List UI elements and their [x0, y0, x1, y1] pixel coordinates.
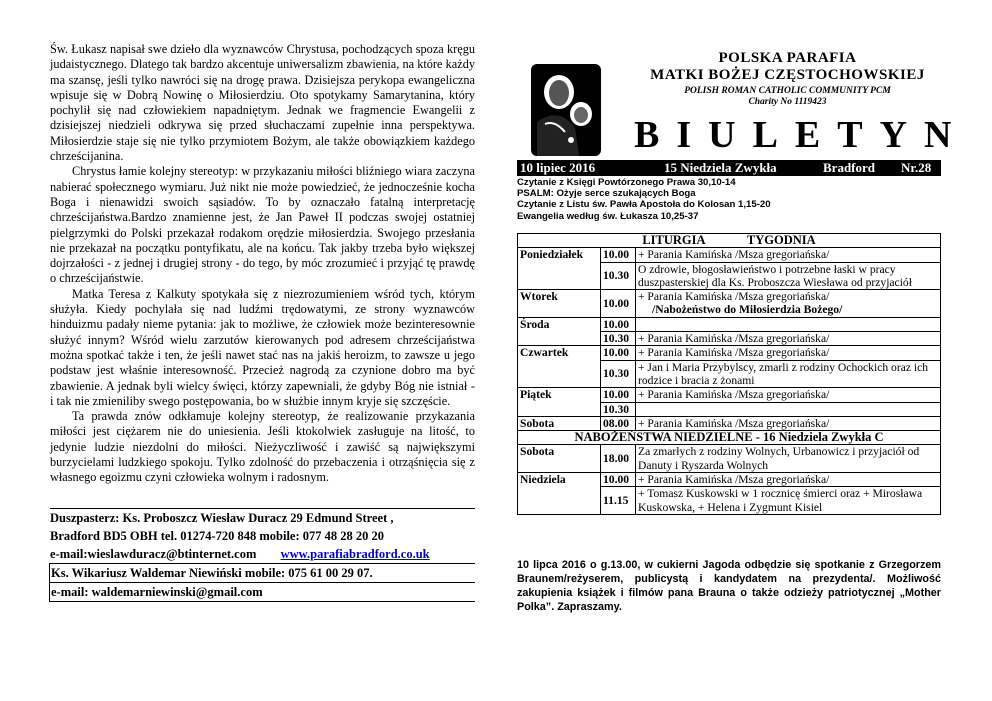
gospel: Ewangelia według św. Łukasza 10,25-37 [517, 210, 699, 222]
announcement: 10 lipca 2016 o g.13.00, w cukierni Jagoda odbędzie się spotkanie z Grzegorzem Braunem/reżyserem, publicystą i kandydatem na prezydenta/. Możliwość zakupienia książek i filmów pana Brauna o także odzieży patriotycznej „Mother Polka”. Zapraszamy. [517, 559, 941, 613]
table-row: Sobota 18.00 Za zmarłych z rodziny Wolnych, Urbanowicz i przyjaciół od Danuty i Ryszarda Wolnych [518, 445, 941, 473]
table-row: 10.30 O zdrowie, błogosławieństwo i potrzebne łaski w pracy duszpasterskiej dla Ks. Proboszcza Wiesława od przyjaciół [518, 262, 941, 290]
table-row: 10.30 + Parania Kamińska /Msza gregoriańska/ [518, 332, 941, 346]
table-row: 11.15 + Tomasz Kuskowski w 1 rocznicę śmierci oraz + Mirosława Kuskowska, + Helena i Zygmunt Kisiel [518, 487, 941, 515]
table-row: Środa 10.00 [518, 317, 941, 331]
paragraph: Matka Teresa z Kalkuty spotykała się z niezrozumieniem wśród tych, którym służyła. Kiedy pochylała się nad ludźmi trędowatymi, ze strony wyznawców hinduizmu padały nieme pytania: jak to możliwe, że człowiek może bezinteresownie służyć innym? Wśród wielu zarzutów kierowanych pod adresem chrześcijaństwa można spotkać także i ten, że jeśli nawet stać nas na jakiś heroizm, to zawsze u jego podstaw jest właśnie interesowność. Przecież nagrodą za czynione dobro ma być zbawienie. A jednak byli wielcy święci, którzy zapewniali, że gdyby Bóg nie istniał - i tak nie zmieniliby swego postępowania, bo w służbie innym kryje się szczęście. [50, 286, 475, 408]
liturgy-head: LITURGIA TYGODNIA [518, 234, 941, 248]
issue-bar [517, 160, 941, 176]
parish-name: POLSKA PARAFIA MATKI BOŻEJ CZĘSTOCHOWSKIEJ [650, 50, 925, 83]
address-line: Bradford BD5 OBH tel. 01274-720 848 mobile: 077 48 28 20 20 [50, 529, 385, 543]
contact-box [50, 508, 475, 602]
liturgy-table [517, 233, 941, 515]
vicar-line: Ks. Wikariusz Waldemar Niewiński mobile: 075 61 00 29 07. [49, 563, 475, 583]
table-row: 10.30 + Jan i Maria Przybylscy, zmarli z rodziny Ochockich oraz ich rodzice i bracia z żonami [518, 360, 941, 388]
issue-sunday: 15 Niedziela Zwykła [664, 160, 777, 175]
table-row: Sobota 08.00 + Parania Kamińska /Msza gregoriańska/ [518, 416, 941, 430]
table-row: Niedziela 10.00 + Parania Kamińska /Msza gregoriańska/ [518, 473, 941, 487]
table-row: Piątek 10.00 + Parania Kamińska /Msza gregoriańska/ [518, 388, 941, 402]
psalm: PSALM: Ożyje serce szukających Boga [517, 188, 696, 200]
paragraph: Św. Łukasz napisał swe dzieło dla wyznawców Chrystusa, pochodzących spoza kręgu judaistycznego. Dlatego tak bardzo akcentuje uniwersalizm zbawienia, na które każdy ma szansę, jeśli tylko nawróci się na drogę prawa. Dzisiejsza perykopa ewangeliczna wpisuje się w Dobrą Nowinę o Miłosierdziu. Oto spotykamy Samarytanina, który pochylił się nad człowiekiem napadniętym. Jednak we fragmencie Ewangelii z dzisiejszej niedzieli odkrywa się przed słuchaczami zupełnie inna perspektywa. Miłosierdzie staje się nie tylko przymiotem Bożym, ale także obowiązkiem każdego chrześcijanina. [50, 42, 475, 164]
article-text [50, 42, 475, 486]
readings [517, 177, 941, 222]
table-row: Wtorek 10.00 + Parania Kamińska /Msza gregoriańska/ /Nabożeństwo do Miłosierdzia Bożego/ [518, 290, 941, 318]
table-row: Poniedziałek 10.00 + Parania Kamińska /Msza gregoriańska/ [518, 248, 941, 262]
issue-number: Nr.28 [901, 160, 932, 175]
community-name: POLISH ROMAN CATHOLIC COMMUNITY PCM Charity No 1119423 [684, 86, 891, 107]
issue-place: Bradford [823, 160, 875, 175]
email-web-line [50, 545, 475, 563]
sunday-head: NABOŻEŃSTWA NIEDZIELNE - 16 Niedziela Zwykła C [518, 431, 941, 445]
table-row: Czwartek 10.00 + Parania Kamińska /Msza gregoriańska/ [518, 346, 941, 360]
reading-1: Czytanie z Księgi Powtórzonego Prawa 30,10-14 [517, 177, 736, 188]
table-row: 10.30 [518, 402, 941, 416]
paragraph: Ta prawda znów odkłamuje kolejny stereotyp, że realizowanie przykazania miłości jest ciężarem nie do uniesienia. Jeśli ktokolwiek zasługuje na litość, to jedynie ludzie niezdolni do miłości. Nieżyczliwość i zawiść są największymi burzycielami ludzkiego spokoju. Tylko zdolność do przebaczenia i otrząśnięcia się z własnego egoizmu czyni człowieka wolnym i radosnym. [50, 409, 475, 485]
issue-date: 10 lipiec 2016 [520, 160, 596, 175]
bulletin-title: BIULETYN [634, 114, 969, 156]
website-link[interactable]: www.parafiabradford.co.uk [280, 547, 430, 561]
reading-2: Czytanie z Listu św. Pawła Apostoła do Kolosan 1,15-20 [517, 199, 771, 211]
vicar-email: e-mail: waldemarniewinski@gmail.com [49, 583, 475, 602]
paragraph: Chrystus łamie kolejny stereotyp: w przykazaniu miłości bliźniego wiara zaczyna nabierać społecznego wymiaru. Już nikt nie może powiedzieć, że jednocześnie kocha Boga i nienawidzi swoich sąsiadów. To by oznaczało fatalną interpretację chrześcijaństwa.Bardzo znamienne jest, że Jan Paweł II podczas swojej ostatniej pielgrzymki do Polski przekazał rodakom orędzie miłosierdzia. Swojego przesłania nie przekazał na początku pontyfikatu, ale na końcu. Tak jakby trzeba było większej dojrzałości - z jednej i drugiej strony - do tego, by móc zrozumieć i przyjąć tę prawdę o chrześcijaństwie. [50, 164, 475, 286]
madonna-icon [525, 62, 607, 158]
pastor-line: Duszpasterz: Ks. Proboszcz Wiesław Duracz 29 Edmund Street , [50, 511, 394, 525]
pastor-email: e-mail:wieslawduracz@btinternet.com [50, 547, 257, 561]
